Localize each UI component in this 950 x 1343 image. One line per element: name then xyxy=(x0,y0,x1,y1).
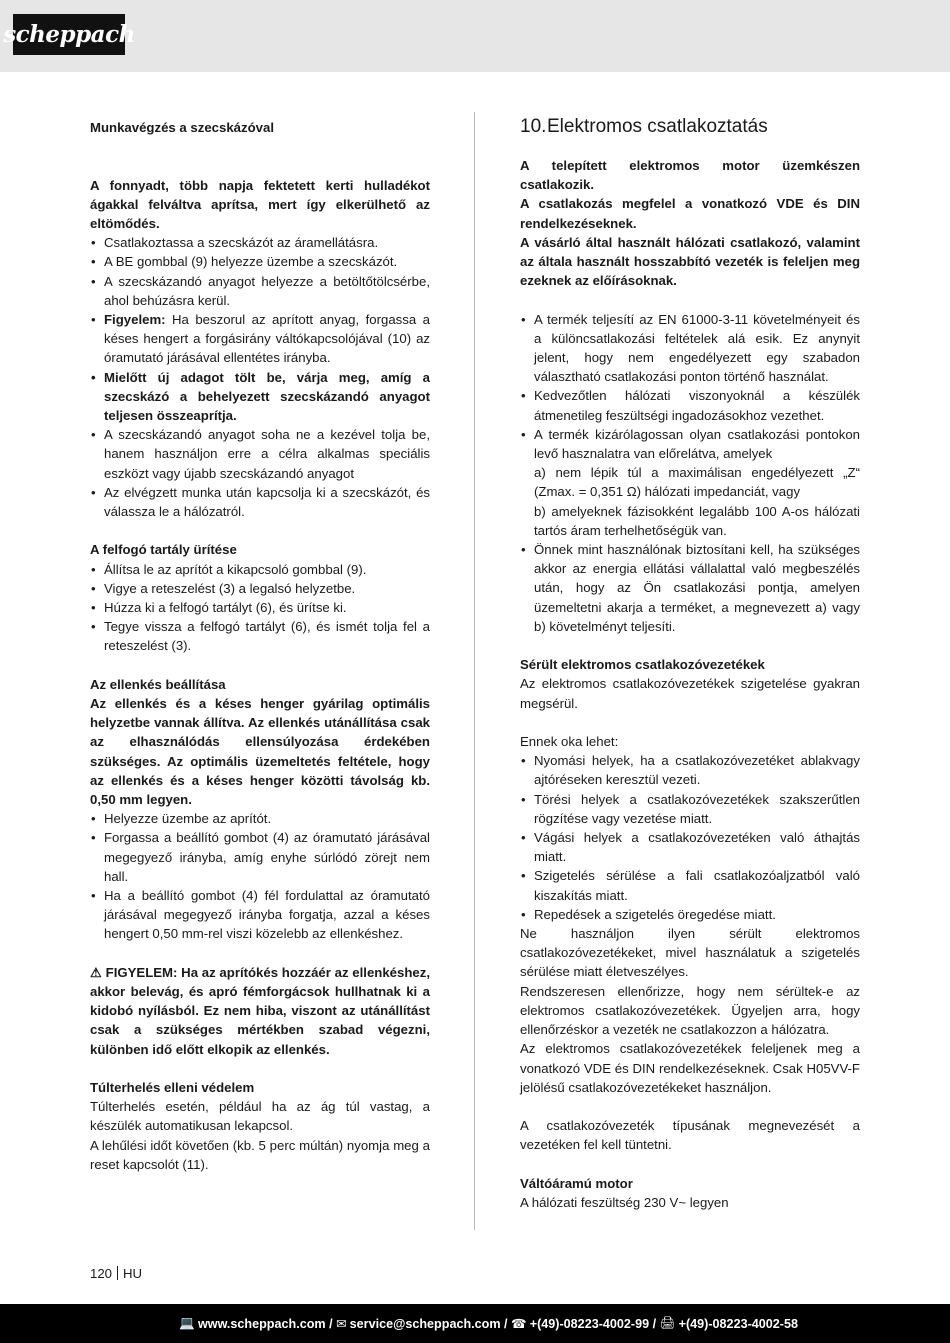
overload-text: Túlterhelés esetén, például ha az ág túl vastag, a készülék automatikusan lekapcsol. xyxy=(90,1099,430,1134)
list-item: • Önnek mint használónak biztosítani kell, ha szükséges akkor az energia ellátási vállalattal való megbeszélés után, hogy az Ön csatlakozási pontja, amelyen üzemeltetni akarja a terméket, a megnevezett a) vagy b) követelményt teljesíti. xyxy=(520,540,860,636)
list-item: • Kedvezőtlen hálózati viszonyoknál a készülék átmenetileg feszültségi ingadozásokhoz vezethet. xyxy=(520,386,860,424)
attention-label: Figyelem: xyxy=(104,312,166,327)
causes-list xyxy=(520,751,860,924)
cables-check-text: Rendszeresen ellenőrizze, hogy nem sérültek-e az elektromos csatlakozóvezetékek. Ügyeljen arra, hogy ellenőrzéskor a vezeték ne csatlakozzon a hálózatra. xyxy=(520,983,860,1038)
section-title-overload: Túlterhelés elleni védelem xyxy=(90,1080,255,1096)
page-footer xyxy=(90,1264,142,1283)
electrical-list xyxy=(520,310,860,636)
section-title-counterblade: Az ellenkés beállítása xyxy=(90,676,226,692)
working-list xyxy=(90,233,430,521)
ac-motor-text: A hálózati feszültség 230 V~ legyen xyxy=(520,1194,729,1210)
section-title-emptying: A felfogó tartály ürítése xyxy=(90,542,237,558)
causes-intro: Ennek oka lehet: xyxy=(520,734,619,750)
footer-separator xyxy=(117,1266,118,1280)
list-item-line: • A termék kizárólagossan olyan csatlakozási pontokon levő hasznalatra van előrelátva, amelyek xyxy=(534,426,860,462)
section-title-working: Munkavégzés a szecskázóval xyxy=(90,120,274,135)
phone-number: +(49)-08223-4002-99 / xyxy=(529,1316,657,1331)
fax-icon: 🖨 xyxy=(659,1316,676,1330)
list-item: • Tegye vissza a felfogó tartályt (6), és ismét tolja fel a reteszelést (3). xyxy=(90,617,430,655)
section-number: 10. xyxy=(520,116,547,137)
right-column xyxy=(520,118,860,1212)
emptying-list xyxy=(90,560,430,656)
list-item: • Az elvégzett munka után kapcsolja ki a szecskázót, és válassza le a hálózatról. xyxy=(90,483,430,521)
list-item: • A szecskázandó anyagot helyezze a betöltőtölcsérbe, ahol behúzásra kerül. xyxy=(90,272,430,310)
electrical-intro-3: A vásárló által használt hálózati csatlakozó, valamint az általa használt hosszabbító vezeték is feleljen meg ezeknek az előírásoknak. xyxy=(520,234,860,289)
damaged-cables-text: Az elektromos csatlakozóvezetékek szigetelése gyakran megsérül. xyxy=(520,676,860,711)
language-code: HU xyxy=(123,1266,143,1281)
brand-logo: scheppach xyxy=(13,14,125,55)
header-bar xyxy=(0,0,950,72)
left-column xyxy=(90,118,430,1174)
list-item: • Mielőtt új adagot tölt be, várja meg, amíg a szecskázó a behelyezett szecskázandó anyagot teljesen összeaprítja. xyxy=(90,368,430,426)
list-item-line: b) amelyeknek fázisokként legalább 100 A-os hálózati tartós áram terhelhetőségük van. xyxy=(534,503,860,538)
phone-icon: ☎ xyxy=(511,1317,527,1331)
section-title-damaged-cables: Sérült elektromos csatlakozóvezetékek xyxy=(520,657,765,673)
fax-number: +(49)-08223-4002-58 xyxy=(678,1316,798,1331)
overload-reset-text: A lehűlési időt követően (kb. 5 perc múltán) nyomja meg a reset kapcsolót (11). xyxy=(90,1137,430,1172)
list-item: • Törési helyek a csatlakozóvezetékek szakszerűtlen rögzítése vagy vezetése miatt. xyxy=(520,790,860,828)
list-item-line: a) nem lépik túl a maximálisan engedélyezett „Z“ (Zmax. = 0,351 Ω) hálózati impedanciát, vagy xyxy=(534,465,860,500)
list-item: • Húzza ki a felfogó tartályt (6), és ürítse ki. xyxy=(90,598,430,617)
electrical-intro-1: A telepített elektromos motor üzemkészen csatlakozik. xyxy=(520,158,860,193)
list-item: • Vágási helyek a csatlakozóvezetéken való áthajtás miatt. xyxy=(520,828,860,866)
warning-paragraph xyxy=(90,963,430,1059)
electrical-intro-2: A csatlakozás megfelel a vonatkozó VDE és DIN rendelkezéseknek. xyxy=(520,196,860,231)
attention-text: Ha beszorul az aprított anyag, forgassa a késes hengert a forgásirány váltókapcsolójával (10) az óramutató járásával ellentétes irányba. xyxy=(104,312,430,366)
list-item: • Ha a beállító gombot (4) fél fordulattal az óramutató járásával megegyező irányba forgatja, azzal a késes hengert 0,50 mm-rel viszi közelebb az ellenkéshez. xyxy=(90,886,430,944)
working-intro: A fonnyadt, több napja fektetett kerti hulladékot ágakkal felváltva aprítsa, mert így elkerülhető az eltömődés. xyxy=(90,177,430,231)
list-item xyxy=(520,425,860,540)
list-item: • A BE gombbal (9) helyezze üzembe a szecskázót. xyxy=(90,252,430,271)
counterblade-list xyxy=(90,809,430,943)
page-number: 120 xyxy=(90,1266,113,1281)
list-item: • Vigye a reteszelést (3) a legalsó helyzetbe. xyxy=(90,579,430,598)
monitor-icon: 💻 xyxy=(179,1316,195,1330)
list-item xyxy=(90,310,430,368)
list-item: • Forgassa a beállító gombot (4) az óramutató járásával megegyező irányba, amíg enyhe súrlódó zörejt nem hall. xyxy=(90,828,430,886)
counterblade-intro: Az ellenkés és a késes henger gyárilag optimális helyzetbe vannak állítva. Az ellenkés utánállítása csak az elhasználódás ellensúlyozása érdekében szükséges. Az optimális üzemeltetés feltétele, hogy az ellenkés és a késes henger közötti távolság kb. 0,50 mm legyen. xyxy=(90,696,430,808)
list-item: • A termék teljesítí az EN 61000-3-11 követelményeit és a különcsatlakozási feltételek alá esik. Ez anynyit jelent, hogy nem engedélyezett egy szabadon választható csatlakozási ponton történő használat. xyxy=(520,310,860,387)
list-item: • Nyomási helyek, ha a csatlakozóvezetéket ablakvagy ajtóréseken keresztül vezeti. xyxy=(520,751,860,789)
warning-triangle-icon: ⚠ xyxy=(90,964,102,980)
column-divider xyxy=(474,112,475,1230)
section-title-ac-motor: Váltóáramú motor xyxy=(520,1175,633,1191)
list-item: • A szecskázandó anyagot soha ne a kezével tolja be, hanem használjon erre a célra alkalmas speciális eszközt vagy újabb szecskázandó anyagot xyxy=(90,425,430,483)
list-item: • Szigetelés sérülése a fali csatlakozóaljzatból való kiszakítás miatt. xyxy=(520,866,860,904)
contact-bar xyxy=(0,1304,950,1343)
list-item: • Csatlakoztassa a szecskázót az áramellátásra. xyxy=(90,233,430,252)
list-item: • Helyezze üzembe az aprítót. xyxy=(90,809,430,828)
list-item: • Állítsa le az aprítót a kikapcsoló gombbal (9). xyxy=(90,560,430,579)
list-item: • Repedések a szigetelés öregedése miatt. xyxy=(520,905,860,924)
email-link[interactable]: service@scheppach.com / xyxy=(349,1316,508,1331)
cables-danger-text: Ne használjon ilyen sérült elektromos csatlakozóvezetékeket, mivel használatuk a szigetelés sérülése miatt életveszélyes. xyxy=(520,926,860,980)
warning-text: FIGYELEM: Ha az aprítókés hozzáér az ellenkéshez, akkor belevág, és apró fémforgácsok hullhatnak ki a kidobó nyílásból. Ez nem hiba, viszont az utánállítást csak a szükséges mértékben szabad végezni, különben idő előtt elkopik az ellenkés. xyxy=(90,964,430,1057)
section-heading-text: Elektromos csatlakoztatás xyxy=(547,116,768,137)
website-link[interactable]: www.scheppach.com / xyxy=(197,1316,333,1331)
cables-standard-text: Az elektromos csatlakozóvezetékek feleljenek meg a vonatkozó VDE és DIN rendelkezéseknek. Csak H05VV-F jelölésű csatlakozóvezetékeket használjon. xyxy=(520,1041,860,1095)
envelope-icon: ✉ xyxy=(336,1317,347,1331)
section-heading-electrical xyxy=(520,116,860,138)
cable-type-text: A csatlakozóvezeték típusának megnevezését a vezetéken fel kell tüntetni. xyxy=(520,1118,860,1153)
